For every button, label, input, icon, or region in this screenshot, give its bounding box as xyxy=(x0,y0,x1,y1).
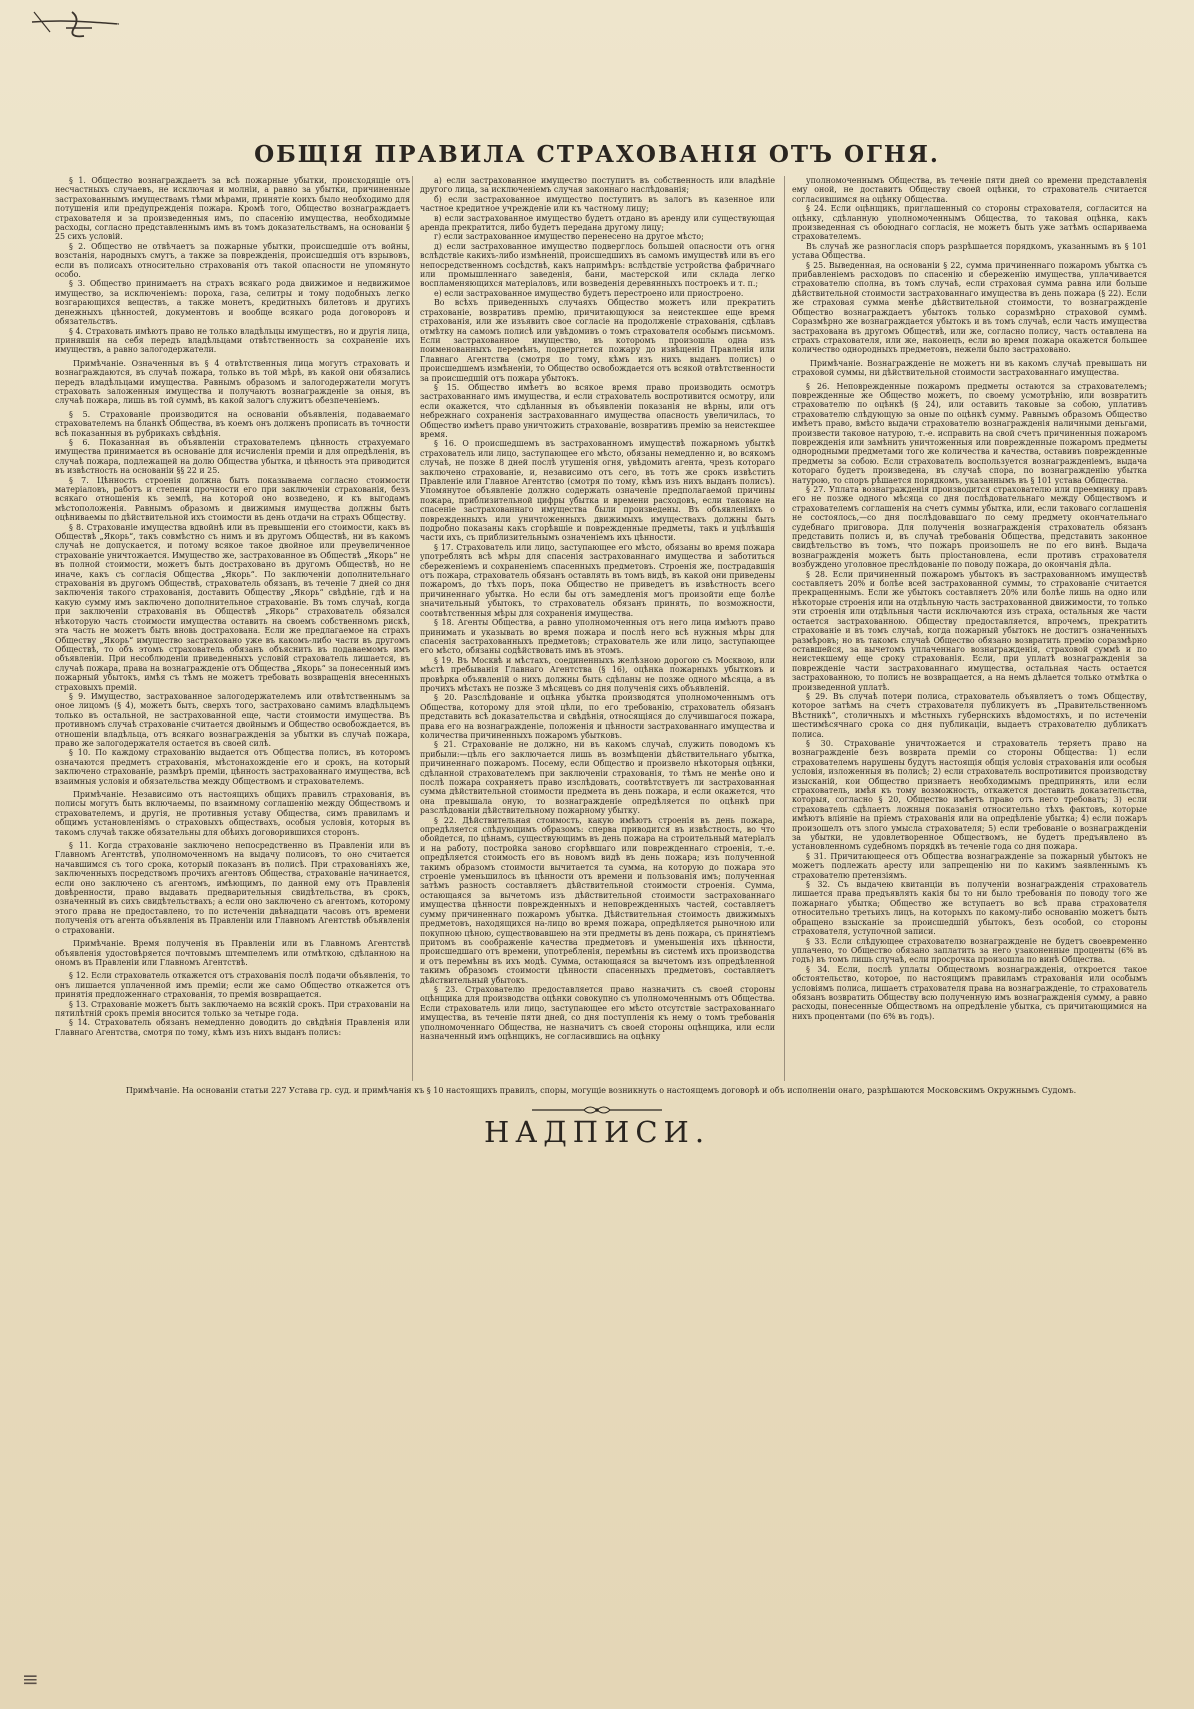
rule-paragraph: § 7. Цѣнность строенія должна быть показываема согласно стоимости матеріаловъ, работъ и степени прочности его при заключеніи страхованія, безъ всякаго отношенія къ землѣ, на которой оно возведено, и къ выгодамъ мѣстоположенія. Равнымъ образомъ и движимыя имущества должны быть оцѣниваемы по дѣйствительной ихъ стоимости въ день отдачи на страхъ Обществу. xyxy=(55,475,410,523)
rule-paragraph: § 2. Общество не отвѣчаетъ за пожарные убытки, происшедшіе отъ войны, возстанія, народныхъ смутъ, а также за поврежденія, происшедшія отъ взрывовъ, если въ полисахъ относительно страхованія отъ такой опасности не упомянуто особо. xyxy=(55,241,410,280)
rule-paragraph: § 5. Страхованіе производится на основаніи объявленія, подаваемаго страхователемъ на бланкѣ Общества, въ коемъ онъ долженъ прописать въ точности всѣ показанныя въ рубрикахъ свѣдѣнія. xyxy=(55,409,410,438)
document-title: ОБЩІЯ ПРАВИЛА СТРАХОВАНІЯ ОТЪ ОГНЯ. xyxy=(254,141,940,168)
rule-paragraph: д) если застрахованное имущество подверглось большей опасности отъ огня вслѣдствіе какихъ-либо измѣненій, происшедшихъ въ самомъ имуществѣ или въ его непосредственномъ сосѣдствѣ, какъ напримѣръ: вслѣдствіе устройства фабричнаго или промышленнаго заведенія, бани, мастерской или склада легко воспламеняющихся матеріаловъ, или возведенія деревянныхъ построекъ и т. п.; xyxy=(420,241,775,289)
rule-paragraph: § 22. Дѣйствительная стоимость, какую имѣютъ строенія въ день пожара, опредѣляется слѣдующимъ образомъ: сперва приводится въ извѣстность, во что обойдется, по цѣнамъ, существующимъ въ день пожара на строительный матеріалъ и на работу, постройка заново сгорѣвшаго или поврежденнаго строенія, т.-е. опредѣляется стоимость его въ новомъ видѣ въ день пожара; изъ полученной такимъ образомъ стоимости вычитается та сумма, на которую до пожара это строеніе уменьшилось въ цѣнности отъ времени и пользованія имъ; полученная затѣмъ разность составляетъ дѣйствительной стоимости строенія. Сумма, остающаяся за вычетомъ изъ дѣйствительной стоимости застрахованнаго имущества цѣнности поврежденныхъ и неповрежденныхъ частей, составляетъ сумму причиненнаго пожаромъ убытка. Дѣйствительная стоимость движимыхъ предметовъ, находящихся на-лицо во время пожара, опредѣляется рыночною или покупною цѣною, существовавшею на эти предметы въ день пожара, съ принятіемъ притомъ въ соображеніе качества предметовъ и уменьшенія ихъ цѣнности, происшедшаго отъ времени, употребленія, перемѣны въ системѣ ихъ производства и отъ перемѣны въ ихъ модѣ. Сумма, остающаяся за вычетомъ изъ опредѣленной такимъ образомъ стоимости цѣнности спасенныхъ предметовъ, составляетъ дѣйствительный убытокъ. xyxy=(420,815,775,985)
rule-paragraph: § 10. По каждому страхованію выдается отъ Общества полисъ, въ которомъ означаются предметъ страхованія, мѣстонахожденіе его и срокъ, на который заключено страхованіе, размѣръ преміи, цѣнность застрахованнаго имущества, всѣ взаимныя условія и обязательства между Обществомъ и страхователемъ. xyxy=(55,748,410,786)
rule-paragraph: § 19. Въ Москвѣ и мѣстахъ, соединенныхъ желѣзною дорогою съ Москвою, или мѣстѣ пребыванія Главнаго Агентства (§ 16), оцѣнка пожарныхъ убытковъ и провѣрка объявленій о нихъ должны быть сдѣланы не позже одного мѣсяца, а въ прочихъ мѣстахъ не позже 3 мѣсяцевъ со дня полученія сихъ объявленій. xyxy=(420,655,775,693)
rule-paragraph: § 13. Страхованіе можетъ быть заключаемо на всякій срокъ. При страхованіи на пятилѣтній срокъ премія вносится только за четыре года. xyxy=(55,999,410,1018)
column-divider xyxy=(784,176,785,1081)
rule-paragraph: в) если застрахованное имущество будетъ отдано въ аренду или существующая аренда прекратится, либо будетъ передана другому лицу; xyxy=(420,213,775,233)
rule-paragraph: § 8. Страхованіе имущества вдвойнѣ или въ превышеніи его стоимости, какъ въ Обществѣ „Якорь“, такъ совмѣстно съ нимъ и въ другомъ Обществѣ, ни въ какомъ случаѣ не допускается, и потому всякое такое двойное или преувеличенное страхованіе уничтожается. Имущество же, застрахованное въ Обществѣ „Якорь“ не въ полной стоимости, можетъ быть дострахованo въ другомъ Обществѣ, но не иначе, какъ съ согласія Общества „Якорь“. По заключеніи дополнительнаго страхованія въ другомъ Обществѣ, страхователь обязанъ, въ теченіе 7 дней со дня заключенія такого страхованія, доставить Обществу „Якорь“ свѣдѣніе, гдѣ и на какую сумму имъ заключено дополнительное страхованіе. Въ томъ случаѣ, когда при заключеніи страхованія въ Обществѣ „Якорь“ страхователь обязался нѣкоторую часть стоимости имущества оставить на своемъ собственномъ рискѣ, эта часть не можетъ быть вновь дострахована. Если же предлагаемое на страхъ Обществу „Якорь“ имущество застраховано уже въ какомъ-либо части въ другомъ Обществѣ, то объ этомъ страхователь обязанъ объяснить въ подаваемомъ имъ объявленіи. При несоблюденіи приведенныхъ условій страхователь лишается, въ случаѣ пожара, права на вознагражденіе отъ Общества „Якорь“ за понесенный имъ пожарный убытокъ, имѣя съ тѣмъ не можетъ требовать возвращенія внесенныхъ страховыхъ премій. xyxy=(55,522,410,692)
rule-paragraph: § 25. Выведенная, на основаніи § 22, сумма причиненнаго пожаромъ убытка съ прибавленіемъ расходовъ по спасенію и сбереженію имущества, уплачивается страхователю сполна, въ томъ случаѣ, если страховая сумма равна или больше дѣйствительной стоимости застрахованнаго имущества въ день пожара (§ 22). Если же страховая сумма менѣе дѣйствительной стоимости, то вознагражденіе Общество вознаграждаетъ убытокъ только соразмѣрно страховой суммѣ. Соразмѣрно же вознаграждается убытокъ и въ томъ случаѣ, если часть имущества застрахована въ другомъ Обществѣ, или же, согласно полису, часть оставлена на страхъ страхователя, или же, наконецъ, если во время пожара окажется большее количество однородныхъ предметовъ, нежели было застраховано. xyxy=(792,260,1147,355)
rule-paragraph: § 30. Страхованіе уничтожается и страхователь теряетъ право на вознагражденіе безъ возврата преміи со стороны Общества: 1) если страхователемъ нарушены будутъ настоящія общія условія страхованія или особыя условія, изложенныя въ полисѣ; 2) если страхователь воспротивится производству изысканій, кои Общество признаетъ необходимымъ предпринять, или если страхователь, имѣя къ тому возможность, откажется доставить доказательства, которыя, согласно § 20, Общество имѣетъ право отъ него требовать; 3) если страхователь сдѣлаетъ ложныя показанія относительно тѣхъ фактовъ, которые имѣютъ вліяніе на пріемъ страхованія или на опредѣленіе убытка; 4) если пожаръ произошелъ отъ злого умысла страхователя; 5) если требованіе о вознагражденіи за убытки, не удовлетворенное Обществомъ, не будетъ предъявлено въ установленномъ судебномъ порядкѣ въ теченіе года со дня пожара. xyxy=(792,738,1147,852)
rule-paragraph: б) если застрахованное имущество поступитъ въ залогъ въ казенное или частное кредитное учрежденіе или къ частному лицу; xyxy=(420,194,775,214)
rule-paragraph: § 26. Неповрежденные пожаромъ предметы остаются за страхователемъ; поврежденные же Общество можетъ, по своему усмотрѣнію, или возвратить страхователю по оцѣнкѣ (§ 24), или оставить таковые за собою, уплативъ страхователю слѣдующую за оные по оцѣнкѣ сумму. Равнымъ образомъ Общество имѣетъ право, вмѣсто выдачи страхователю вознагражденія наличными деньгами, произвести таковое натурою, т.-е. исправить на свой счетъ причиненныя пожаромъ поврежденія или замѣнить уничтоженныя или поврежденные пожаромъ предметы однородными предметами того же количества и качества, оставивъ поврежденные предметы за собою. Если страхователь воспользуется вознагражденіемъ, выдача котораго будетъ произведена, въ случаѣ спора, по вознагражденію убытка натурою, то споръ рѣшается порядкомъ, указаннымъ въ § 101 устава Общества. xyxy=(792,381,1147,485)
rule-paragraph: § 29. Въ случаѣ потери полиса, страхователь объявляетъ о томъ Обществу, которое затѣмъ на счетъ страхователя публикуетъ въ „Правительственномъ Вѣстникѣ“, столичныхъ и мѣстныхъ губернскихъ вѣдомостяхъ, и по истеченіи шестимѣсячнаго срока со дня публикаціи, выдаетъ страхователю дубликатъ полиса. xyxy=(792,691,1147,739)
rule-paragraph: § 21. Страхованіе не должно, ни въ какомъ случаѣ, служить поводомъ къ прибыли:—цѣль его заключается лишь въ возмѣщеніи дѣйствительнаго убытка, причиненнаго пожаромъ. Посему, если Общество и произвело нѣкоторыя оцѣнки, сдѣланной страхователемъ при заключеніи страхованія, то тѣмъ не менѣе оно и послѣ пожара сохраняетъ право изслѣдовать, соотвѣтствуетъ ли застрахованная сумма дѣйствительной стоимости предмета въ день пожара, и если окажется, что она превышала оную, то вознагражденіе опредѣляется по оцѣнкѣ при разслѣдованіи дѣйствительному пожарному убытку. xyxy=(420,740,775,816)
rule-paragraph: § 31. Причитающееся отъ Общества вознагражденіе за пожарный убытокъ не можетъ подлежать аресту или запрещенію ни по какимъ заявленнымъ къ страхователю претензіямъ. xyxy=(792,851,1147,880)
rule-paragraph: § 28. Если причиненный пожаромъ убытокъ въ застрахованномъ имуществѣ составляетъ 20% и болѣе всей застрахованной суммы, то страхованіе считается прекращеннымъ. Если же убытокъ составляетъ 20% или болѣе лишь на одно или нѣкоторые строенія или на отдѣльную часть застрахованной движимости, то только эти строенія или отдѣльныя части исключаются изъ страха, остальныя же части остается застрахованною. Обществу предоставляется, впрочемъ, прекратить страхованіе и въ томъ случаѣ, когда пожарный убытокъ не достигъ означенныхъ размѣровъ; но въ такомъ случаѣ Общество обязано возвратить премію соразмѣрно оставшейся, за вычетомъ уплаченнаго вознагражденія, страховой суммѣ и по неистекшему еще сроку страхованія. Если, при уплатѣ вознагражденія за поврежденіе части застрахованнаго имущества, остальная часть остается застрахованною, то полисъ не возвращается, а на немъ дѣлается только отмѣтка о произведенной уплатѣ. xyxy=(792,569,1147,692)
court-footnote: Примѣчаніе. На основаніи статьи 227 Устава гр. суд. и примѣчанія къ § 10 настоящихъ правилъ, споры, могущіе возникнуть о настоящемъ договорѣ и объ исполненіи онаго, разрѣшаются Московскимъ Окружнымъ Судомъ. xyxy=(125,1086,1077,1095)
rule-paragraph: уполномоченнымъ Общества, въ теченіе пяти дней со времени представленія ему оной, не доставитъ Обществу своей оцѣнки, то страхователь считается согласившимся на оцѣнку Общества. xyxy=(792,176,1147,204)
rule-paragraph: Примѣчаніе. Время полученія въ Правленіи или въ Главномъ Агентствѣ объявленія удостовѣряется почтовымъ штемпелемъ или отмѣткою, сдѣланною на ономъ въ Правленіи или Главномъ Агентствѣ. xyxy=(55,939,410,967)
handwritten-mark xyxy=(30,8,120,42)
rules-column-1 xyxy=(55,176,410,1081)
rule-paragraph: Примѣчаніе. Означенныя въ § 4 отвѣтственныя лица могутъ страховать и вознаграждаются, въ случаѣ пожара, только въ той мѣрѣ, въ какой они обязались передъ владѣльцами имущества. Равнымъ образомъ и залогодержатели могутъ страховать заложенныя имущества и получаютъ вознагражденіе за оныя, въ случаѣ пожара, лишь въ той суммѣ, въ какой залогъ служитъ обезпеченіемъ. xyxy=(55,358,410,406)
rule-paragraph: Во всѣхъ приведенныхъ случаяхъ Общество можетъ или прекратить страхованіе, возвративъ премію, причитающуюся за неистекшее еще время страхованія, или же изъявить свое согласіе на продолженіе страхованія, сдѣлавъ отмѣтку на самомъ полисѣ или увѣдомивъ о томъ страхователя особымъ письмомъ. Если застрахованное имущество, въ которомъ произошла одна изъ поименованныхъ перемѣнъ, подвергнется пожару до извѣщенія Правленія или Главнаго Агентства (смотря по тому, кѣмъ изъ нихъ выданъ полисъ) о происшедшемъ измѣненіи, то Общество освобождается отъ всякой отвѣтственности за происшедшій отъ пожара убытокъ. xyxy=(420,298,775,383)
rule-paragraph: § 12. Если страхователь откажется отъ страхованія послѣ подачи объявленія, то онъ лишается уплаченной имъ преміи; если же само Общество откажется отъ принятія предложеннаго страхованія, то премія возвращается. xyxy=(55,971,410,1000)
rule-paragraph: Въ случаѣ же разногласія споръ разрѣшается порядкомъ, указаннымъ въ § 101 устава Общества. xyxy=(792,241,1147,261)
rule-paragraph: § 4. Страховать имѣютъ право не только владѣльцы имуществъ, но и другія лица, принявшія на себя передъ владѣльцами отвѣтственность за сохраненіе ихъ имуществъ, а равно залогодержатели. xyxy=(55,326,410,355)
rule-paragraph: е) если застрахованное имущество будетъ перестроено или приостроено. xyxy=(434,288,744,298)
rule-paragraph: § 14. Страхователь обязанъ немедленно доводить до свѣдѣнія Правленія или Главнаго Агентства, смотря по тому, кѣмъ изъ нихъ выданъ полисъ: xyxy=(55,1018,410,1037)
rule-paragraph: § 18. Агенты Общества, а равно уполномоченныя отъ него лица имѣютъ право принимать и указывать во время пожара и послѣ него всѣ нужныя мѣры для спасенія застрахованныхъ предметовъ; страхователь же или лицо, заступающее его мѣсто, обязаны содѣйствовать имъ въ этомъ. xyxy=(420,618,775,656)
rule-paragraph: § 32. Съ выдачею квитанціи въ полученіи вознагражденія страхователь лишается права предъявлять какія бы то ни было требованія по поводу того же пожарнаго убытка; Общество же вступаетъ во всѣ права страхователя относительно третьихъ лицъ, на которыхъ по какому-либо основанію можетъ быть обращено взысканіе за происшедшій убытокъ, безъ особой, со стороны страхователя, уступочной записи. xyxy=(792,880,1147,937)
rule-paragraph: § 34. Если, послѣ уплаты Обществомъ вознагражденія, откроется такое обстоятельство, которое, по настоящимъ правиламъ страхованія или особымъ условіямъ полиса, лишаетъ страхователя права на вознагражденіе, то страхователь обязанъ возвратить Обществу всю полученную имъ вознагражденія сумму, а равно расходы, понесенные Обществомъ на опредѣленіе убытка, съ причитающимися на нихъ процентами (по 6% въ годъ). xyxy=(792,964,1147,1021)
rule-paragraph: § 33. Если слѣдующее страхователю вознагражденіе не будетъ своевременно уплачено, то Общество обязано заплатить за него узаконенные проценты (6% въ годъ) въ томъ лишь случаѣ, если просрочка произошла по винѣ Общества. xyxy=(792,936,1147,965)
rule-paragraph: § 11. Когда страхованіе заключено непосредственно въ Правленіи или въ Главномъ Агентствѣ, уполномоченномъ на выдачу полисовъ, то оно считается начавшимся съ того срока, который показанъ въ полисѣ. При страхованіяхъ же, заключенныхъ посредствомъ прочихъ агентовъ Общества, страхованіе начинается, если оно заключено съ агентомъ, имѣющимъ, по данной ему отъ Правленія довѣренности, право выдавать предварительныя свидѣтельства, въ срокъ, означенный въ сихъ свидѣтельствахъ; а если оно заключено съ агентомъ, которому этого права не предоставлено, то по истеченіи двѣнадцати часовъ отъ времени полученія отъ агента объявленія въ Правленіи или Главномъ Агентствѣ объявленія о страхованіи. xyxy=(55,841,410,935)
rule-paragraph: г) если застрахованное имущество перенесено на другое мѣсто; xyxy=(434,232,704,242)
rule-paragraph: § 16. О происшедшемъ въ застрахованномъ имуществѣ пожарномъ убыткѣ страхователь или лицо, заступающее его мѣсто, обязаны немедленно и, во всякомъ случаѣ, не позже 8 дней послѣ утушенія огня, увѣдомить агента, чрезъ котораго заключено страхованіе, и, независимо отъ сего, въ тотъ же срокъ извѣстить Правленіе или Главное Агентство (смотря по тому, кѣмъ изъ нихъ выданъ полисъ). Упомянутое объявленіе должно содержать означеніе предполагаемой причины пожара, приблизительной цифры убытка и времени расходовъ, если таковые на спасеніе застрахованнаго имущества были произведены. Въ объявленіяхъ о поврежденныхъ или уничтоженныхъ движимыхъ имуществахъ должны быть подробно показаны какъ сгорѣвшіе и поврежденные предметы, такъ и уцѣлѣвшія части ихъ, съ приблизительнымъ означеніемъ ихъ цѣнности. xyxy=(420,439,775,543)
rule-paragraph: § 6. Показанная въ объявленіи страхователемъ цѣнность страхуемаго имущества принимается въ основаніе для исчисленія преміи и для опредѣленія, въ случаѣ пожара, подлежащей на долю Общества убытка, и цѣнность эта приводится въ извѣстность на основаніи §§ 22 и 25. xyxy=(55,437,410,476)
rule-paragraph: § 9. Имущество, застрахованное залогодержателемъ или отвѣтственнымъ за оное лицомъ (§ 4), можетъ быть, сверхъ того, застраховано самимъ владѣльцемъ только въ остальной, не застрахованной еще, части стоимости имущества. Въ противномъ случаѣ страхованіе считается двойнымъ и Общество освобождается, въ отношеніи владѣльца, отъ всякаго вознагражденія за убытки въ случаѣ пожара, право же залогодержателя остается въ своей силѣ. xyxy=(55,691,410,748)
rule-paragraph: а) если застрахованное имущество поступитъ въ собственность или владѣніе другого лица, за исключеніемъ случая законнаго наслѣдованія; xyxy=(420,176,775,195)
rule-paragraph: § 3. Общество принимаетъ на страхъ всякаго рода движимое и недвижимое имущество, за исключеніемъ: пороха, газа, селитры и тому подобныхъ легко возгарающихся веществъ, а также монетъ, кредитныхъ билетовъ и другихъ денежныхъ цѣнностей, документовъ и вообще всякаго рода договоровъ и обязательствъ. xyxy=(55,279,410,327)
rule-paragraph: § 27. Уплата вознагражденія производится страхователю или преемнику правъ его не позже одного мѣсяца со дня послѣдовательнаго между Обществомъ и страхователемъ соглашенія на счетъ суммы убытка, или, если таковаго соглашенія не состоялось,—со дня послѣдовавшаго по сему предмету окончательнаго судебнаго приговора. Для полученія вознагражденія страхователь обязанъ представить полисъ и, въ случаѣ требованія Общества, представить законное свидѣтельство въ томъ, что пожаръ произошелъ не по его винѣ. Выдача вознагражденія можетъ быть пріостановлена, если противъ страхователя возбуждено уголовное преслѣдованіе по поводу пожара, до окончанія дѣла. xyxy=(792,485,1147,570)
rules-column-3 xyxy=(792,176,1147,1081)
rule-paragraph: Примѣчаніе. Независимо отъ настоящихъ общихъ правилъ страхованія, въ полисы могутъ быть включаемы, по взаимному соглашенію между Обществомъ и страхователемъ, и другія, не противныя уставу Общества, симъ правиламъ и общимъ установленіямъ о страховыхъ обществахъ, особыя условія, которыя въ такомъ случаѣ также обязательны для обѣихъ договорившихся сторонъ. xyxy=(55,790,410,837)
rule-paragraph: § 15. Общество имѣетъ во всякое время право производить осмотръ застрахованнаго имъ имущества, и если страхователь воспротивится осмотру, или если окажется, что сдѣланныя въ объявленіи показанія не вѣрны, или отъ небрежнаго сохраненія застрахованнаго имущества опасность увеличилась, то Общество имѣетъ право уничтожить страхованіе, возвративъ премію за неистекшее время. xyxy=(420,382,775,439)
rule-paragraph: § 24. Если оцѣнщикъ, приглашенный со стороны страхователя, согласится на оцѣнку, сдѣланную уполномоченнымъ Общества, то таковая оцѣнка, какъ произведенная съ обоюднаго согласія, не можетъ быть уже затѣмъ оспариваема страхователемъ. xyxy=(792,204,1147,242)
margin-mark: ≡ xyxy=(22,1667,39,1691)
rule-paragraph: Примѣчаніе. Вознагражденіе не можетъ ни въ какомъ случаѣ превышать ни страховой суммы, ни дѣйствительной стоимости застрахованнаго имущества. xyxy=(792,358,1147,378)
rule-paragraph: § 1. Общество вознаграждаетъ за всѣ пожарные убытки, происходящіе отъ несчастныхъ случаевъ, не исключая и молніи, а равно за убытки, причиненные застрахованнымъ имуществамъ тѣми мѣрами, принятіе коихъ было необходимо для потушенія или предупрежденія пожара. Кромѣ того, Общество вознаграждаетъ страхователя и за произведенныя имъ, по спасенію имущества, необходимые расходы, согласно представленнымъ имъ въ томъ доказательствамъ, на основаніи § 25 сихъ условій. xyxy=(55,176,410,242)
rules-column-2 xyxy=(420,176,775,1081)
rule-paragraph: § 20. Разслѣдованіе и оцѣнка убытка производятся уполномоченнымъ отъ Общества, которому для этой цѣли, по его требованію, страхователь обязанъ представить всѣ доказательства и свѣдѣнія, относящіяся до случившагося пожара, права его на вознагражденіе, положенія и цѣнности застрахованнаго имущества и количества причиненныхъ пожаромъ убытковъ. xyxy=(420,693,775,740)
inscriptions-heading: НАДПИСИ. xyxy=(483,1115,711,1149)
column-divider xyxy=(412,176,413,1081)
rule-paragraph: § 23. Страхователю предоставляется право назначить съ своей стороны оцѣнщика для производства оцѣнки совокупно съ уполномоченнымъ отъ Общества. Если страхователь или лицо, заступающее его мѣсто отсутствіе застрахованнаго имущества, въ теченіе пяти дней, со дня поступленія къ нему о томъ требованія уполномоченнаго Общества, не назначитъ съ своей стороны оцѣнщика, или если назначенный имъ оцѣнщикъ, не согласившись на оцѣнку xyxy=(420,984,775,1041)
rule-paragraph: § 17. Страхователь или лицо, заступающее его мѣсто, обязаны во время пожара употреблять всѣ мѣры для спасенія застрахованнаго имущества и заботиться сбереженіемъ и сохраненіемъ спасенныхъ предметовъ. Строенія же, пострадавшія отъ пожара, страхователь обязанъ оставлять въ томъ видѣ, въ какой они приведены пожаромъ, до тѣхъ поръ, пока Общество не приведетъ въ извѣстность всего причиненнаго убытка. Но если бы отъ замедленія могъ произойти еще болѣе значительный убытокъ, то страхователь обязанъ принять, по возможности, соотвѣтственныя мѣры для сохраненія имущества. xyxy=(420,542,775,618)
